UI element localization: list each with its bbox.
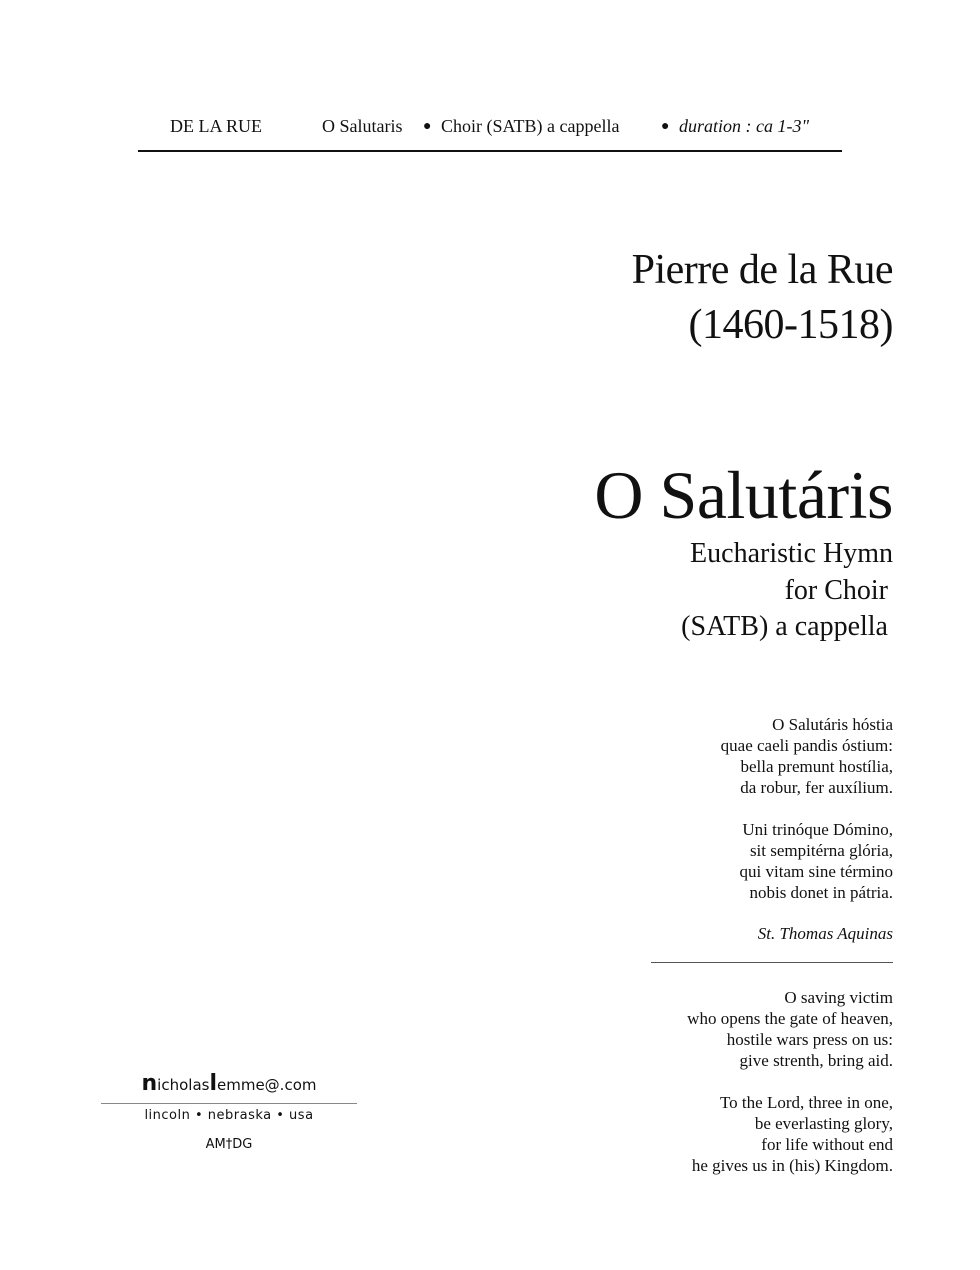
work-title: O Salutáris xyxy=(594,457,893,533)
verse-line: To the Lord, three in one, xyxy=(719,1093,893,1112)
verse-line: who opens the gate of heaven, xyxy=(687,1009,893,1028)
subtitle-line: Eucharistic Hymn xyxy=(690,538,893,569)
verse-line: O Salutáris hóstia xyxy=(772,715,893,734)
verse-line: bella premunt hostília, xyxy=(740,757,893,776)
header-duration: duration : ca 1-3" xyxy=(679,116,810,136)
verse-line: be everlasting glory, xyxy=(754,1114,893,1133)
english-verse-2 xyxy=(692,1092,893,1176)
latin-verse-2 xyxy=(740,819,893,903)
header-title: O Salutaris xyxy=(322,116,403,136)
verse-line: give strenth, bring aid. xyxy=(739,1051,893,1070)
composer-name: Pierre de la Rue xyxy=(631,247,893,293)
verse-line: O saving victim xyxy=(784,988,893,1007)
english-verse-1 xyxy=(687,987,893,1071)
contact-email[interactable] xyxy=(101,1072,357,1097)
verse-line: quae caeli pandis óstium: xyxy=(720,736,893,755)
email-initial: l xyxy=(209,1071,217,1096)
header-divider xyxy=(138,150,842,152)
motto: AM†DG xyxy=(205,1137,253,1152)
verse-line: hostile wars press on us: xyxy=(726,1030,893,1049)
verse-line: qui vitam sine término xyxy=(739,862,893,881)
bullet-icon: ● xyxy=(423,119,432,134)
contact-location: lincoln • nebraska • usa xyxy=(144,1108,314,1123)
contact-divider xyxy=(101,1103,357,1104)
verse-line: he gives us in (his) Kingdom. xyxy=(691,1156,893,1175)
email-part: icholas xyxy=(157,1076,210,1094)
verse-line: nobis donet in pátria. xyxy=(749,883,893,902)
verse-line: sit sempitérna glória, xyxy=(749,841,893,860)
header-composer: DE LA RUE xyxy=(170,116,262,136)
subtitle-line: (SATB) a cappella xyxy=(681,611,888,642)
verse-line: da robur, fer auxílium. xyxy=(740,778,893,797)
translation-divider xyxy=(651,962,893,963)
verse-line: for life without end xyxy=(761,1135,893,1154)
contact-block xyxy=(101,1072,357,1152)
header-voicing: Choir (SATB) a cappella xyxy=(441,116,620,136)
email-part: emme@.com xyxy=(217,1076,317,1094)
text-attribution: St. Thomas Aquinas xyxy=(757,924,893,943)
bullet-icon: ● xyxy=(661,119,670,134)
latin-verse-1 xyxy=(721,714,893,798)
composer-dates: (1460-1518) xyxy=(688,302,893,348)
subtitle-line: for Choir xyxy=(784,575,888,606)
verse-line: Uni trinóque Dómino, xyxy=(742,820,893,839)
email-initial: n xyxy=(141,1071,158,1096)
